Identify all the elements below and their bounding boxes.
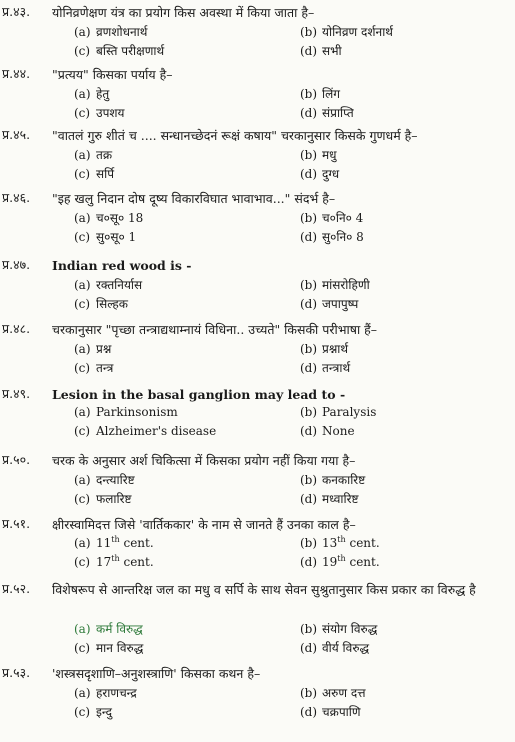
option-a: (a) व्रणशोधनार्थ	[74, 25, 148, 39]
question-number: प्र.४५.	[2, 127, 31, 142]
option-c: (c) इन्दु	[74, 705, 112, 719]
option-c: (c) सिल्हक	[74, 297, 128, 311]
option-b: (b) योनिव्रण दर्शनार्थ	[300, 25, 393, 39]
question-45	[0, 125, 515, 183]
option-b: (b) मधु	[300, 148, 337, 162]
option-c: (c) मान विरुद्ध	[74, 641, 144, 655]
question-number: प्र.५०.	[2, 452, 31, 467]
question-number: प्र.४४.	[2, 66, 31, 81]
question-number: प्र.४३.	[2, 4, 31, 19]
question-53	[0, 663, 515, 721]
question-text: विशेषरूप से आन्तरिक्ष जल का मधु व सर्पि के साथ सेवन सुश्रुतानुसार किस प्रकार का विरुद्ध है	[52, 582, 476, 597]
option-d: (d) जपापुष्प	[300, 297, 359, 311]
option-b: (b) लिंग	[300, 87, 341, 101]
question-text: Lesion in the basal ganglion may lead to -	[52, 387, 346, 402]
question-number: प्र.५२.	[2, 581, 31, 596]
option-c: (c) उपशय	[74, 106, 125, 120]
option-a: (a) च०सू० 18	[74, 211, 144, 225]
option-d: (d) तन्त्रार्थ	[300, 361, 351, 375]
question-number: प्र.५३.	[2, 665, 31, 680]
question-number: प्र.४६.	[2, 190, 31, 205]
option-a: (a) दन्त्यारिष्ट	[74, 473, 135, 487]
option-c: (c) बस्ति परीक्षणार्थ	[74, 44, 165, 58]
option-d: (d) None	[300, 424, 355, 438]
option-b: (b) प्रश्नार्थ	[300, 342, 349, 356]
option-c: (c) सु०सू० 1	[74, 230, 137, 244]
question-43	[0, 2, 515, 60]
option-b: (b) 13th cent.	[300, 535, 380, 550]
option-c: (c) Alzheimer's disease	[74, 424, 217, 438]
option-a: (a) 11th cent.	[74, 535, 154, 550]
question-50	[0, 450, 515, 508]
question-number: प्र.४७.	[2, 257, 31, 272]
option-d: (d) वीर्य विरुद्ध	[300, 641, 370, 655]
question-49	[0, 384, 515, 442]
option-b: (b) च०नि० 4	[300, 211, 364, 225]
question-text: चरकानुसार "पृच्छा तन्त्राद्यथाम्नायं विधिना.. उच्यते" किसकी परीभाषा हैं–	[52, 322, 378, 337]
question-47	[0, 255, 515, 313]
option-d: (d) चक्रपाणि	[300, 705, 361, 719]
question-52	[0, 579, 515, 657]
question-text: चरक के अनुसार अर्श चिकित्सा में किसका प्रयोग नहीं किया गया है–	[52, 453, 356, 468]
question-text: Indian red wood is -	[52, 258, 192, 273]
question-number: प्र.४९.	[2, 386, 31, 401]
question-text: "प्रत्यय" किसका पर्याय है–	[52, 67, 173, 82]
option-d: (d) मध्वारिष्ट	[300, 492, 359, 506]
question-48	[0, 319, 515, 377]
question-46	[0, 188, 515, 246]
option-a: (a) हेतु	[74, 87, 110, 101]
option-b: (b) Paralysis	[300, 405, 377, 419]
option-a: (a) Parkinsonism	[74, 405, 178, 419]
option-c: (c) 17th cent.	[74, 554, 154, 569]
option-a: (a) तक्र	[74, 148, 113, 162]
question-44	[0, 64, 515, 122]
option-a: (a) कर्म विरुद्ध	[74, 622, 143, 636]
option-d: (d) दुग्ध	[300, 167, 340, 181]
option-c: (c) फलारिष्ट	[74, 492, 132, 506]
option-d: (d) सु०नि० 8	[300, 230, 364, 244]
option-b: (b) मांसरोहिणी	[300, 278, 370, 292]
question-text: 'शस्त्रसदृशाणि–अनुशस्त्राणि' किसका कथन है–	[52, 666, 261, 681]
option-a: (a) रक्तनिर्यास	[74, 278, 143, 292]
option-a: (a) हराणचन्द्र	[74, 686, 137, 700]
question-text: "इह खलु निदान दोष दूष्य विकारविघात भावाभाव..." संदर्भ है–	[52, 191, 336, 206]
question-text: योनिव्रणेक्षण यंत्र का प्रयोग किस अवस्था में किया जाता है–	[52, 5, 315, 20]
question-text: "वातलं गुरु शीतं च .... सन्धानच्छेदनं रूक्षं कषाय" चरकानुसार किसके गुणधर्म है–	[52, 128, 418, 143]
option-c: (c) तन्त्र	[74, 361, 114, 375]
option-a: (a) प्रश्न	[74, 342, 112, 356]
option-b: (b) अरुण दत्त	[300, 686, 366, 700]
question-51	[0, 514, 515, 572]
question-number: प्र.४८.	[2, 321, 31, 336]
option-d: (d) सभी	[300, 44, 342, 58]
option-c: (c) सर्पि	[74, 167, 115, 181]
option-b: (b) संयोग विरुद्ध	[300, 622, 378, 636]
option-d: (d) 19th cent.	[300, 554, 380, 569]
option-b: (b) कनकारिष्ट	[300, 473, 366, 487]
question-number: प्र.५१.	[2, 516, 31, 531]
question-text: क्षीरस्वामिदत्त जिसे 'वार्तिककार' के नाम से जानते हैं उनका काल है–	[52, 517, 356, 532]
option-d: (d) संप्राप्ति	[300, 106, 354, 120]
